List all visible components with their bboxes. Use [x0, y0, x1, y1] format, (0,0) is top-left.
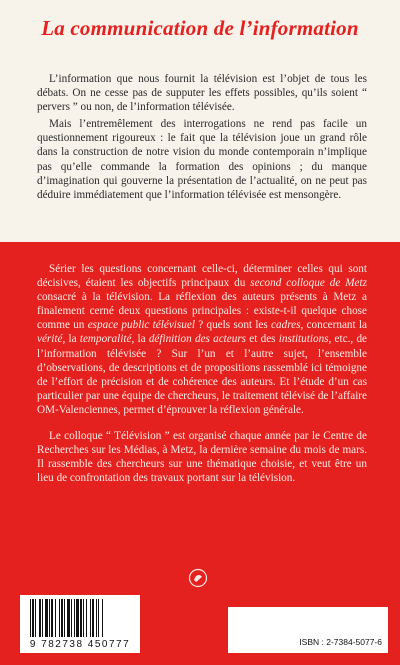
- colloque-paragraph: Le colloque “ Télévision ” est organisé chaque année par le Centre de Recherches sur les Médias, à Metz, la dernière semaine du mois de mars. Il rassemble des chercheurs sur une thématique choisie, et veut être un lieu de confrontation des travaux portant sur la télévision.: [37, 430, 367, 485]
- intro-paragraph-2: Mais l’entremêlement des interrogations ne rend pas facile un questionnement rigoureux : le fait que la télévision joue un grand rôle dans la construction de notre vision du monde contemporain n’implique pas qu’elle commande la formation des opinions ; du manque d’imagination qui gouverne la présentation de l’actualité, on ne peut pas déduire immédiatement que l’information télévisée est mensongère.: [37, 118, 367, 201]
- barcode-bar: [76, 599, 79, 637]
- barcode-digits: 9 782738 450777: [29, 639, 131, 650]
- emphasis: espace public télévisuel: [87, 319, 195, 332]
- barcode-bar: [67, 599, 70, 637]
- barcode-bar: [30, 599, 31, 637]
- barcode-bar: [86, 599, 87, 637]
- publisher-logo-icon: [188, 568, 208, 588]
- barcode-bar: [80, 599, 82, 637]
- emphasis: temporalité: [79, 333, 132, 346]
- emphasis: cadres: [271, 319, 301, 332]
- barcode-bar: [96, 599, 97, 637]
- emphasis: second colloque de Metz: [250, 277, 367, 290]
- barcode-bar: [71, 599, 72, 637]
- top-panel: [0, 0, 400, 242]
- barcode-bar: [32, 599, 34, 637]
- barcode-bar: [98, 599, 99, 637]
- barcode-bar: [102, 599, 103, 637]
- barcode-bar: [42, 599, 43, 637]
- intro-paragraph-1: L’information que nous fournit la télévision est l’objet de tous les débats. On ne cesse pas de supputer les effets possibles, qu’ils soient “ pervers ” ou non, de l’information télévisée.: [37, 73, 367, 114]
- book-title: La communication de l’information: [41, 16, 359, 40]
- barcode-bar: [55, 599, 56, 637]
- isbn-panel: [228, 607, 388, 653]
- intro-text: [37, 72, 367, 205]
- barcode-bar: [45, 599, 48, 637]
- barcode-bar: [83, 599, 84, 637]
- barcode-bar: [49, 599, 50, 637]
- barcode-bar: [51, 599, 53, 637]
- isbn-number: ISBN : 2-7384-5077-6: [299, 637, 382, 647]
- barcode-bar: [39, 599, 41, 637]
- barcode-bar: [35, 599, 36, 637]
- emphasis: institutions: [278, 333, 329, 346]
- barcode-bar: [74, 599, 75, 637]
- description-paragraph: Sérier les questions concernant celle-ci, déterminer celles qui sont décisives, étaient les objectifs principaux du second colloque de Metz consacré à la télévision. La réflexion des auteurs présents à Metz a finalement cerné deux questions principales : existe-t-il quelque chose comme un espace public télévisuel ? quels sont les cadres, concernant la vérité, la temporalité, la définition des acteurs et des institutions, etc., de l’information télévisée ? Sur l’un et l’autre sujet, l’ensemble d’observations, de descriptions et de propositions rassemblé ici témoigne de l’effort de précision et de cohérence des auteurs. Et l’étude d’un cas particulier par une équipe de chercheurs, le traitement télévisé de l’affaire OM-Valenciennes, permet d’éprouver la réflexion générale.: [37, 263, 367, 416]
- barcode-bar: [92, 599, 94, 637]
- barcode-bar: [90, 599, 91, 637]
- emphasis: vérité: [37, 333, 63, 346]
- back-cover-text: [37, 262, 367, 497]
- barcode-bar: [61, 599, 63, 637]
- barcode-bars: [20, 595, 140, 639]
- barcode: [20, 595, 140, 653]
- barcode-bar: [64, 599, 65, 637]
- barcode-bar: [59, 599, 60, 637]
- emphasis: définition des acteurs: [148, 333, 247, 346]
